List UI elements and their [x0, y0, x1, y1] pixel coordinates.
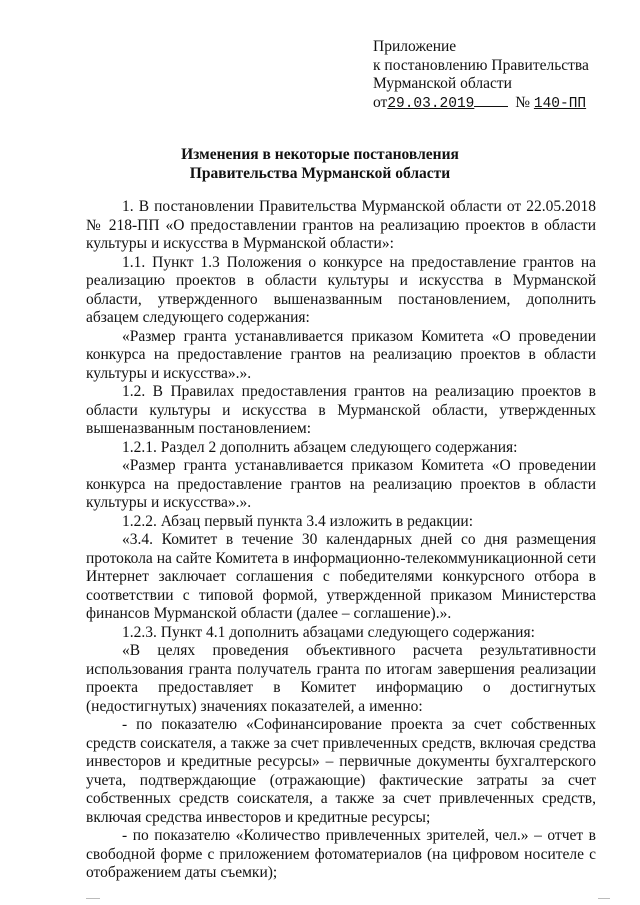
- paragraph: 1.2.3. Пункт 4.1 дополнить абзацами следующего содержания:: [122, 623, 535, 641]
- paragraph: «Размер гранта устанавливается приказом Комитета «О проведении конкурса на предоставление грантов на реализацию проектов в области культуры и искусства».».: [86, 457, 596, 511]
- appendix-date-line: [373, 94, 623, 114]
- number-prefix: №: [515, 93, 531, 111]
- paragraph: 1.2. В Правилах предоставления грантов на реализацию проектов в области культуры и искусства в Мурманской области, утвержденных вышеназванным постановлением:: [86, 383, 596, 437]
- appendix-resolution-line: к постановлению Правительства: [373, 56, 589, 74]
- date-underline: [474, 105, 508, 107]
- paragraph: «В целях проведения объективного расчета результативности использования гранта получатель гранта по итогам завершения реализации проекта предоставляет в Комитет информацию о достигнутых (недостигнутых) значениях показателей, а именно:: [86, 642, 596, 715]
- paragraph: - по показателю «Софинансирование проекта за счет собственных средств соискателя, а также за счет привлеченных средств, включая средства инвесторов и кредитные ресурсы» – первичные документы бухгалтерского учета, подтверждающие (отражающие) фактические затраты за счет собственных средств соискателя, а также за счет привлеченных средств, включая средства инвесторов и кредитные ресурсы;: [86, 716, 596, 826]
- appendix-region-line: Мурманской области: [373, 75, 512, 92]
- paragraph: «Размер гранта устанавливается приказом Комитета «О проведении конкурса на предоставление грантов на реализацию проектов в области культуры и искусства».».: [86, 327, 596, 382]
- paragraph: 1.1. Пункт 1.3 Положения о конкурсе на предоставление грантов на реализацию проектов в области культуры и искусства в Мурманской области, утвержденного вышеназванным постановлением, дополнить абзацем следующего содержания:: [86, 253, 596, 326]
- date-prefix: от: [373, 93, 388, 111]
- title-line-2: Правительства Мурманской области: [189, 164, 451, 182]
- paragraph: - по показателю «Количество привлеченных зрителей, чел.» – отчет в свободной форме с приложением фотоматериалов (на цифровом носителе с отображением даты съемки);: [86, 827, 596, 881]
- title-line-1: Изменения в некоторые постановления: [181, 146, 459, 163]
- document-title: [40, 146, 600, 183]
- document-body: [86, 198, 596, 883]
- scan-edge-mark-right: [598, 898, 610, 899]
- paragraph: 1.2.1. Раздел 2 дополнить абзацем следующего содержания:: [122, 438, 518, 456]
- paragraph: 1.2.2. Абзац первый пункта 3.4 изложить в редакции:: [122, 512, 474, 530]
- resolution-date: 29.03.2019: [387, 95, 475, 112]
- scan-edge-mark-left: [86, 898, 100, 899]
- appendix-label: Приложение: [373, 38, 457, 55]
- paragraph: «3.4. Комитет в течение 30 календарных дней со дня размещения протокола на сайте Комитета в информационно-телекоммуникационной сети Интернет заключает соглашения с победителями конкурсного отбора в соответствии с типовой формой, утвержденной приказом Министерства финансов Мурманской области (далее – соглашение).».: [86, 531, 596, 622]
- resolution-number: 140-ПП: [533, 95, 587, 112]
- paragraph: 1. В постановлении Правительства Мурманской области от 22.05.2018 № 218-ПП «О предоставлении грантов на реализацию проектов в области культуры и искусства в Мурманской области»:: [86, 198, 596, 252]
- appendix-block: [373, 38, 623, 113]
